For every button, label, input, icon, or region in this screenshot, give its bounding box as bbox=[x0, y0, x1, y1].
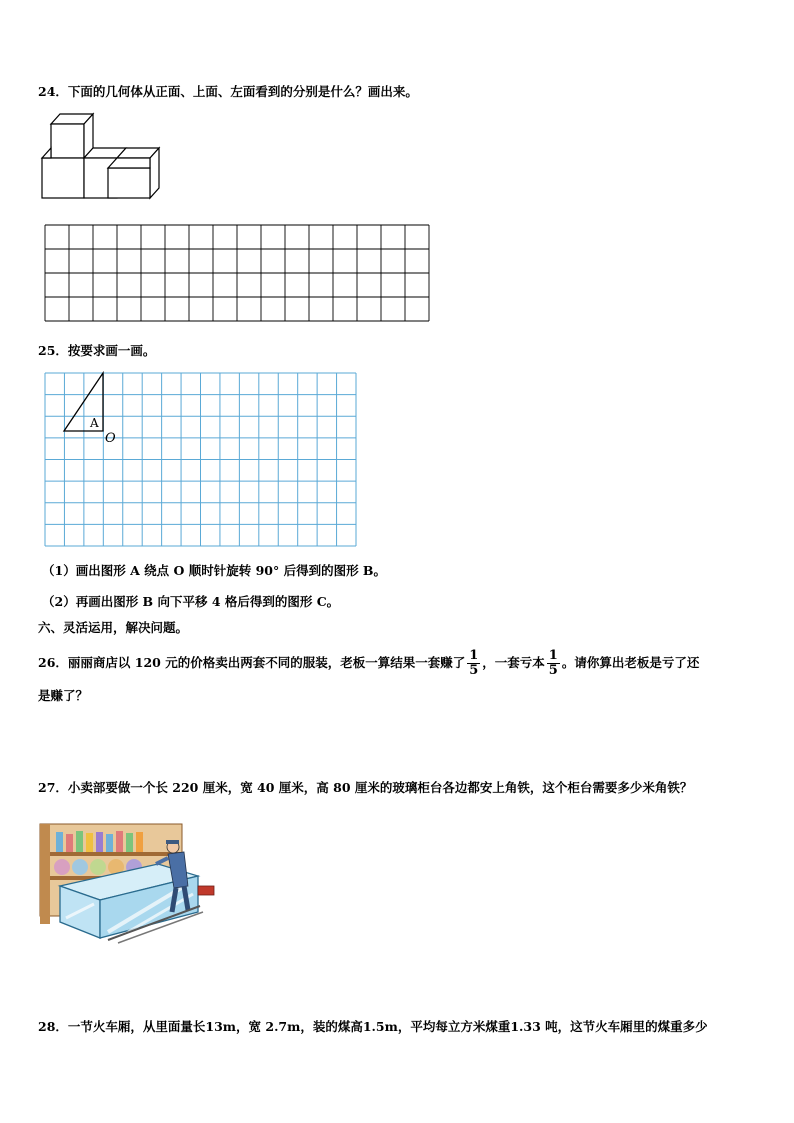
q25-number: 25． bbox=[38, 343, 68, 358]
glass-counter-illustration bbox=[38, 814, 220, 944]
q24-number: 24． bbox=[38, 84, 68, 99]
label-o: O bbox=[105, 431, 116, 446]
q27-number: 27． bbox=[38, 780, 68, 795]
q27-text: 27．小卖部要做一个长 220 厘米，宽 40 厘米，高 80 厘米的玻璃柜台各边都安上角铁，这个柜台需要多少米角铁？ bbox=[38, 780, 693, 795]
grid-lines bbox=[45, 225, 429, 321]
section-6-heading: 六、灵活运用，解决问题。 bbox=[38, 620, 189, 635]
q25-text: 25．按要求画一画。 bbox=[38, 343, 156, 358]
q24-answer-grid[interactable] bbox=[45, 225, 430, 322]
q25-sub2: （2）再画出图形 B 向下平移 4 格后得到的图形 C。 bbox=[42, 594, 340, 609]
q26-line1: 26．丽丽商店以 120 元的价格卖出两套不同的服装，老板一算结果一套赚了 $\frac{1}{5}$ ，一套亏本 $\frac{1}{5}$ 。请你算出老板是亏了还 bbox=[38, 648, 700, 678]
q26-fraction-2: $\frac{1}{5}$ bbox=[548, 648, 558, 678]
q26-fraction-1: $\frac{1}{5}$ bbox=[469, 648, 479, 678]
cube-stack-figure bbox=[38, 110, 168, 205]
q24-text: 24．下面的几何体从正面、上面、左面看到的分别是什么？画出来。 bbox=[38, 84, 418, 99]
q25-blue-grid[interactable] bbox=[45, 373, 357, 547]
q26-number: 26． bbox=[38, 655, 68, 670]
q25-sub1: （1）画出图形 A 绕点 O 顺时针旋转 90° 后得到的图形 B。 bbox=[42, 563, 386, 578]
q26-line2: 是赚了？ bbox=[38, 688, 89, 703]
q28-number: 28． bbox=[38, 1019, 68, 1034]
label-a: A bbox=[90, 416, 99, 430]
q28-text: 28．一节火车厢，从里面量长13m，宽 2.7m，装的煤高1.5m，平均每立方米煤重1.33 吨，这节火车厢里的煤重多少 bbox=[38, 1019, 708, 1034]
grid-lines bbox=[45, 373, 356, 546]
